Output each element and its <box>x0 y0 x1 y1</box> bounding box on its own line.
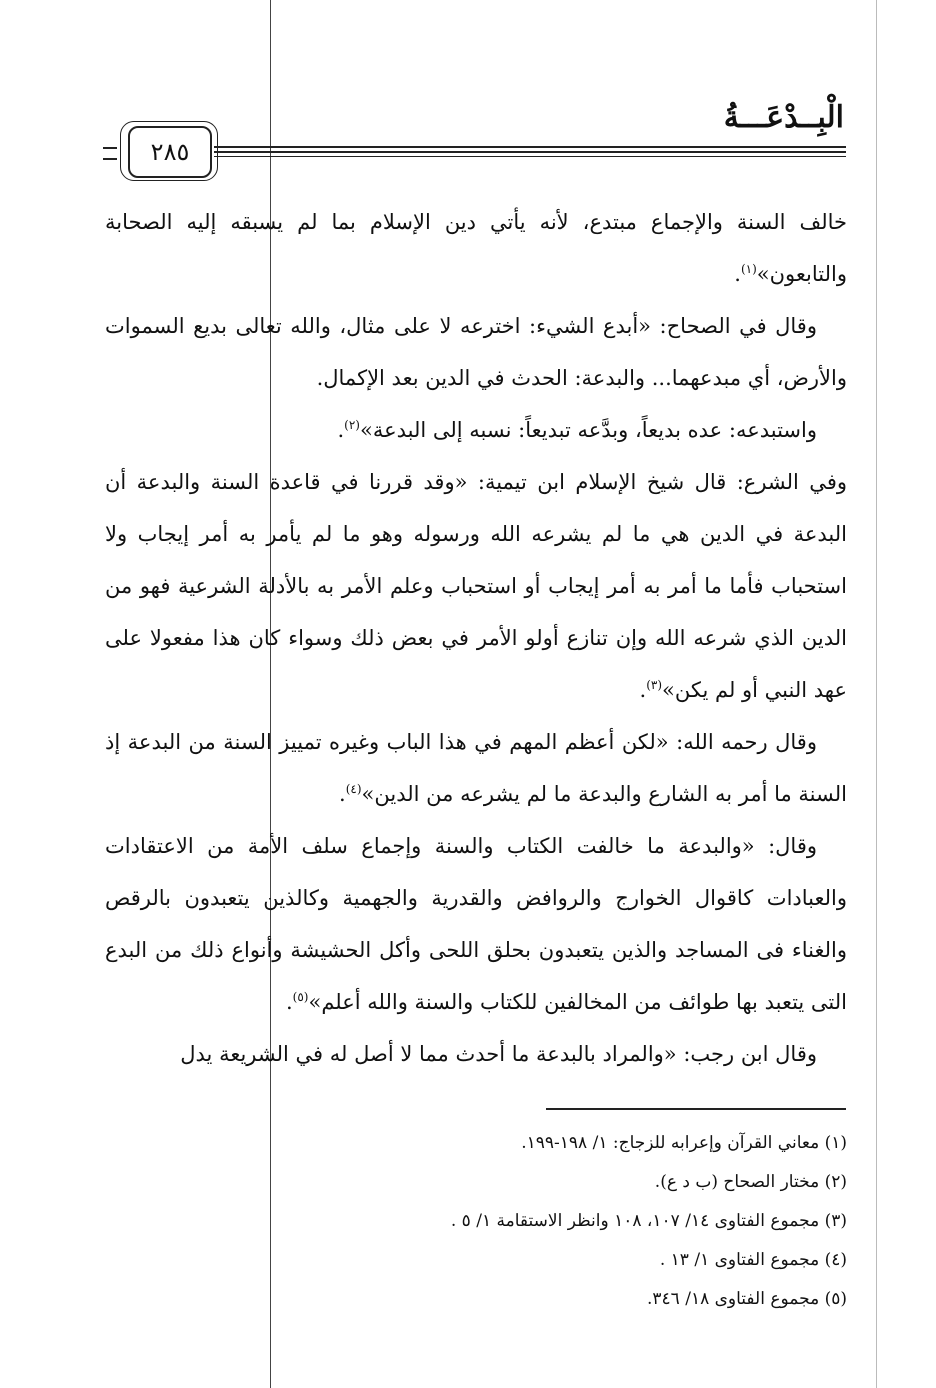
footnote-item: (٣) مجموع الفتاوى ١٤/ ١٠٧، ١٠٨ وانظر الاستقامة ١/ ٥ . <box>450 1211 847 1231</box>
footnote-ref: (١) <box>740 262 757 276</box>
paragraph-tail: . <box>339 782 346 806</box>
paragraph-tail: . <box>337 418 345 442</box>
footnote-ref: (٢) <box>344 418 360 432</box>
footnote-item: (٥) مجموع الفتاوى ١٨/ ٣٤٦. <box>646 1289 847 1309</box>
paragraph-text: وقال في الصحاح: «أبدع الشيء: اخترعه لا على مثال، والله تعالى بديع السموات والأرض، أي مبدعهما... والبدعة: الحدث في الدين بعد الإكمال. <box>105 314 847 390</box>
header-rule <box>214 156 846 157</box>
scan-edge-line <box>876 0 877 1388</box>
running-title: الْبِــدْعَـــةُ <box>723 100 844 135</box>
paragraph-text: واستبدعه: عده بديعاً، وبدَّعه تبديعاً: نسبه إلى البدعة» <box>359 418 817 442</box>
header-rule <box>214 151 846 153</box>
footnote-item: (١) معاني القرآن وإعرابه للزجاج: ١/ ١٩٨-١٩٩. <box>521 1133 847 1153</box>
paragraph <box>105 196 847 300</box>
main-text <box>105 196 847 1080</box>
paragraph <box>105 404 847 456</box>
footnote-separator <box>546 1108 846 1110</box>
paragraph <box>105 300 847 404</box>
footnote-ref: (٣) <box>646 678 663 692</box>
paragraph-text: وفي الشرع: قال شيخ الإسلام ابن تيمية: «وقد قررنا في قاعدة السنة والبدعة أن البدعة في الدين هي ما لم يشرعه الله ورسوله وهو ما لم يأمر به أمر إيجاب ولا استحباب فأما ما أمر به أمر إيجاب أو استحباب وعلم الأمر به بالأدلة الشرعية فهو من الدين الذي شرعه الله وإن تنازع أولو الأمر في بعض ذلك وسواء كان هذا مفعولا على عهد النبي أو لم يكن» <box>105 470 847 702</box>
paragraph-tail: . <box>734 262 741 286</box>
footnotes <box>300 1124 847 1319</box>
footnote-ref: (٤) <box>345 782 362 796</box>
footnote-item: (٢) مختار الصحاح (ب د ع). <box>654 1172 847 1192</box>
header-rule <box>214 146 846 148</box>
paragraph-text: وقال رحمه الله: «لكن أعظم المهم في هذا الباب وغيره تمييز السنة من البدعة إذ السنة ما أمر به الشارع والبدعة ما لم يشرعه من الدين» <box>105 730 847 806</box>
paragraph-text: وقال: «والبدعة ما خالفت الكتاب والسنة وإجماع سلف الأمة من الاعتقادات والعبادات كاقوال الخوارج والروافض والقدرية والجهمية وكالذين يتعبدون بالرقص والغناء فى المساجد والذين يتعبدون بحلق اللحى وأكل الحشيشة وأنواع ذلك من البدع التى يتعبد بها طوائف من المخالفين للكتاب والسنة والله أعلم» <box>105 834 847 1014</box>
paragraph-tail: . <box>639 678 647 702</box>
paragraph-text: وقال ابن رجب: «والمراد بالبدعة ما أحدث مما لا أصل له في الشريعة يدل <box>180 1042 817 1066</box>
footnote-item: (٤) مجموع الفتاوى ١/ ١٣ . <box>659 1250 847 1270</box>
paragraph <box>105 820 847 1028</box>
paragraph <box>105 456 847 716</box>
paragraph-tail: . <box>285 990 293 1014</box>
page-number: ٢٨٥ <box>128 126 212 178</box>
paragraph <box>105 1028 847 1080</box>
paragraph <box>105 716 847 820</box>
header-ornament <box>103 147 117 160</box>
paragraph-text: خالف السنة والإجماع مبتدع، لأنه يأتي دين الإسلام بما لم يسبقه إليه الصحابة والتابعون» <box>105 210 847 286</box>
footnote-ref: (٥) <box>292 990 309 1004</box>
